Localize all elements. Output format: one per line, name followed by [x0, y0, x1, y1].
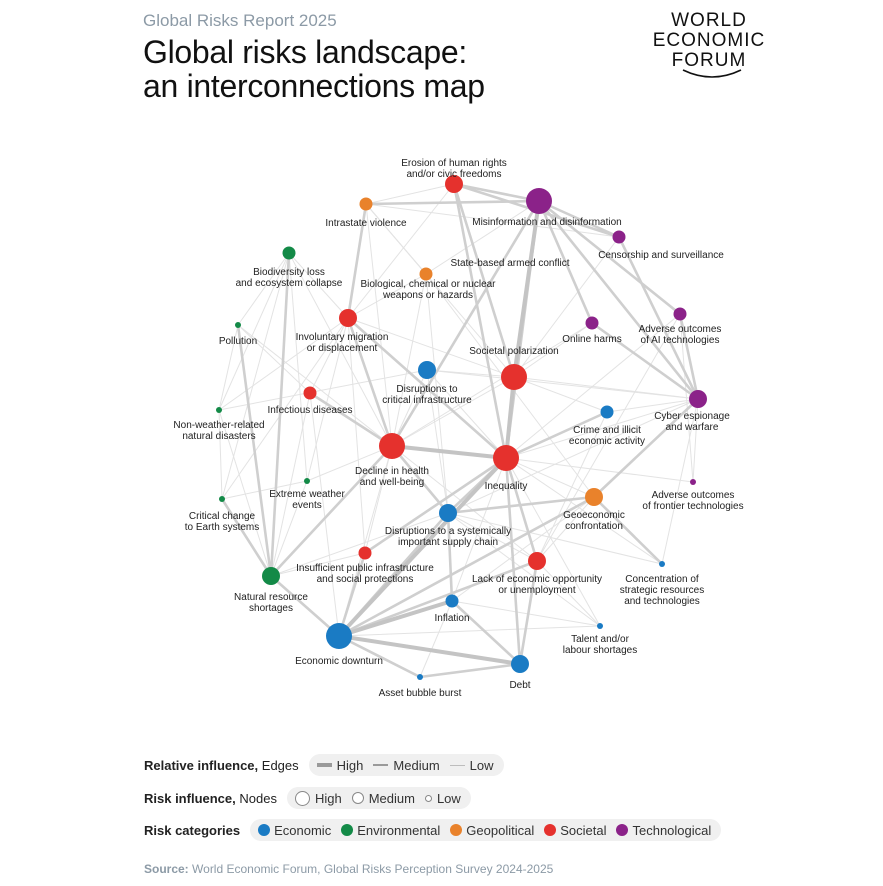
node-label-statearmed [451, 258, 570, 269]
source-note [144, 862, 553, 876]
legend-categories-pill [250, 819, 721, 841]
node-migration[interactable] [339, 309, 357, 327]
node-debt[interactable] [511, 655, 529, 673]
node-frontier[interactable] [690, 479, 696, 485]
node-label-supplychain [385, 526, 511, 548]
legend-categories-title: Risk categories [144, 822, 241, 838]
report-subtitle: Global Risks Report 2025 [143, 11, 337, 30]
geopolitical-dot-icon [450, 824, 462, 836]
node-label-line: Crime and illicit [573, 425, 641, 436]
node-label-inequality [485, 481, 528, 492]
node-label-intrastate [325, 218, 407, 229]
node-label-line: Inequality [484, 481, 528, 492]
node-assetbubble[interactable] [417, 674, 423, 680]
legend-cat-economic: Economic [274, 822, 332, 838]
legend-node-high: High [314, 790, 342, 806]
node-label-line: Biological, chemical or nuclear [360, 279, 496, 290]
environmental-dot-icon [341, 824, 353, 836]
legend-edge-high: High [336, 757, 364, 773]
economic-dot-icon [258, 824, 270, 836]
node-label-line: or displacement [306, 343, 378, 354]
legend-edges-suffix: Edges [261, 757, 299, 773]
node-label-line: and ecosystem collapse [235, 278, 343, 289]
node-label-line: Concentration of [625, 574, 699, 585]
legend-cat-geopolitical: Geopolitical [466, 822, 535, 838]
legend-nodes [144, 787, 471, 809]
node-label-infrastructure [382, 384, 472, 406]
legend-cat-technological: Technological [632, 822, 712, 838]
node-label-infectious [267, 405, 352, 416]
legend-edges [144, 754, 504, 776]
node-inequality[interactable] [493, 445, 519, 471]
node-label-line: economic activity [568, 436, 646, 447]
node-label-line: Infectious diseases [267, 405, 353, 416]
node-label-biodiversity [236, 267, 343, 289]
node-label-line: Geoeconomic [563, 510, 625, 521]
node-label-pollution [219, 336, 257, 347]
node-cyber[interactable] [689, 390, 707, 408]
edge-high-swatch [317, 763, 332, 767]
node-concentration[interactable] [659, 561, 665, 567]
node-label-cyber [654, 411, 730, 433]
node-aiadverse[interactable] [674, 308, 687, 321]
node-medium-swatch [352, 792, 364, 804]
node-label-line: Biodiversity loss [253, 267, 325, 278]
edge-medium-swatch [373, 764, 388, 766]
source-text: World Economic Forum, Global Risks Perception Survey 2024-2025 [192, 862, 554, 876]
node-censorship[interactable] [613, 231, 626, 244]
node-inflation[interactable] [446, 595, 459, 608]
node-label-line: Debt [509, 680, 531, 691]
node-label-assetbubble [379, 688, 462, 699]
node-label-polarization [469, 346, 559, 357]
legend-nodes-pill [287, 787, 471, 809]
node-label-line: Inflation [434, 613, 470, 624]
node-opportunity[interactable] [528, 552, 546, 570]
node-extremeweather[interactable] [304, 478, 310, 484]
societal-dot-icon [544, 824, 556, 836]
logo-line-2: ECONOMIC [652, 30, 766, 51]
node-low-swatch [425, 795, 432, 802]
node-label-line: Asset bubble burst [378, 688, 462, 699]
node-label-line: Adverse outcomes [651, 490, 735, 501]
node-label-line: Societal polarization [469, 346, 559, 357]
node-label-line: Talent and/or [571, 634, 629, 645]
node-label-line: of frontier technologies [642, 501, 744, 512]
legend-edge-medium: Medium [393, 757, 440, 773]
node-label-line: Adverse outcomes [638, 324, 722, 335]
node-label-opportunity [472, 574, 602, 596]
node-label-publicinfra [296, 563, 434, 585]
node-label-line: Pollution [218, 336, 258, 347]
node-label-debt [509, 680, 530, 691]
node-label-misinfo [472, 217, 622, 228]
legend-edge-low: Low [469, 757, 494, 773]
source-prefix: Source: [144, 862, 189, 876]
edge-health-inequality [392, 446, 506, 458]
node-label-line: and warfare [665, 422, 719, 433]
edge-talent-downturn [339, 626, 600, 636]
legend-categories [144, 819, 721, 841]
node-health[interactable] [379, 433, 405, 459]
node-label-line: of AI technologies [640, 335, 720, 346]
node-label-censorship [598, 250, 724, 261]
node-label-line: Extreme weather [269, 489, 345, 500]
page-title: Global risks landscape: an interconnections map [143, 34, 485, 104]
node-nonweather[interactable] [216, 407, 222, 413]
node-label-line: shortages [249, 603, 293, 614]
node-label-inflation [434, 613, 469, 624]
node-label-geoeconomic [563, 510, 625, 532]
node-label-line: Natural resource [234, 592, 308, 603]
node-label-talent [563, 634, 638, 656]
node-label-line: Intrastate violence [325, 218, 407, 229]
node-label-line: and/or civic freedoms [406, 169, 502, 180]
node-geoeconomic[interactable] [585, 488, 603, 506]
edge-low-swatch [450, 765, 465, 766]
edge-infectious-downturn [310, 393, 339, 636]
node-label-line: Lack of economic opportunity [471, 574, 603, 585]
node-crime[interactable] [601, 406, 614, 419]
node-label-line: Insufficient public infrastructure [296, 563, 434, 574]
node-label-line: Online harms [562, 334, 622, 345]
node-polarization[interactable] [501, 364, 527, 390]
edge-migration-infectious [310, 318, 348, 393]
node-label-migration [296, 332, 389, 354]
node-label-line: weapons or hazards [382, 290, 474, 301]
legend-edges-pill [309, 754, 504, 776]
node-bio[interactable] [423, 271, 429, 277]
node-naturalresource[interactable] [262, 567, 280, 585]
legend-cat-environmental: Environmental [357, 822, 441, 838]
node-pollution[interactable] [235, 322, 241, 328]
node-label-line: Involuntary migration [295, 332, 389, 343]
node-misinfo[interactable] [526, 188, 552, 214]
node-label-line: Cyber espionage [654, 411, 730, 422]
legend-nodes-title: Risk influence, [144, 790, 236, 806]
node-label-line: Misinformation and disinformation [472, 217, 622, 228]
legend-node-medium: Medium [368, 790, 415, 806]
node-label-line: labour shortages [562, 645, 638, 656]
node-label-line: Disruptions to a systemically [384, 526, 512, 537]
node-label-line: Erosion of human rights [401, 158, 507, 169]
edge-censorship-cyber [619, 237, 698, 399]
node-infrastructure[interactable] [418, 361, 436, 379]
logo-line-1: WORLD [671, 10, 747, 31]
edge-naturalresource-pollution [238, 325, 271, 576]
node-label-erosion [401, 158, 507, 180]
logo-line-3: FORUM [671, 50, 747, 71]
node-label-concentration [620, 574, 704, 607]
technological-dot-icon [616, 824, 628, 836]
node-label-line: Disruptions to [396, 384, 458, 395]
node-downturn[interactable] [326, 623, 352, 649]
node-label-line: and technologies [624, 596, 700, 607]
node-onlineharms[interactable] [586, 317, 599, 330]
node-label-aiadverse [639, 324, 722, 346]
node-label-downturn [295, 656, 383, 667]
node-biodiversity[interactable] [283, 247, 296, 260]
node-talent[interactable] [597, 623, 603, 629]
legend-nodes-suffix: Nodes [239, 790, 277, 806]
node-supplychain[interactable] [439, 504, 457, 522]
node-label-frontier [642, 490, 743, 512]
node-label-line: confrontation [565, 521, 623, 532]
node-label-line: State-based armed conflict [450, 258, 570, 269]
node-high-swatch [295, 791, 310, 806]
node-label-line: critical infrastructure [382, 395, 472, 406]
legend-cat-societal: Societal [560, 822, 607, 838]
node-label-line: events [292, 500, 322, 511]
edge-debt-assetbubble [420, 664, 520, 677]
node-label-crime [569, 425, 645, 447]
node-label-line: Non-weather-related [173, 420, 265, 431]
edge-pollution-biodiversity [238, 253, 289, 325]
node-label-line: and well-being [359, 477, 425, 488]
node-label-line: and social protections [316, 574, 414, 585]
node-label-onlineharms [562, 334, 621, 345]
node-label-line: Censorship and surveillance [598, 250, 724, 261]
legend-edges-title: Relative influence, [144, 757, 259, 773]
node-label-line: Economic downturn [295, 656, 383, 667]
node-label-line: to Earth systems [184, 522, 260, 533]
node-label-line: or unemployment [498, 585, 576, 596]
node-label-earthsystems [185, 511, 259, 533]
node-label-line: natural disasters [182, 431, 256, 442]
node-label-line: Decline in health [355, 466, 429, 477]
node-earthsystems[interactable] [219, 496, 225, 502]
node-label-line: Critical change [188, 511, 256, 522]
node-publicinfra[interactable] [359, 547, 372, 560]
node-intrastate[interactable] [360, 198, 373, 211]
node-label-line: important supply chain [397, 537, 499, 548]
node-label-naturalresource [234, 592, 308, 614]
node-label-health [355, 466, 429, 488]
node-label-line: strategic resources [619, 585, 705, 596]
node-infectious[interactable] [304, 387, 317, 400]
node-label-nonweather [173, 420, 264, 442]
legend-node-low: Low [436, 790, 461, 806]
